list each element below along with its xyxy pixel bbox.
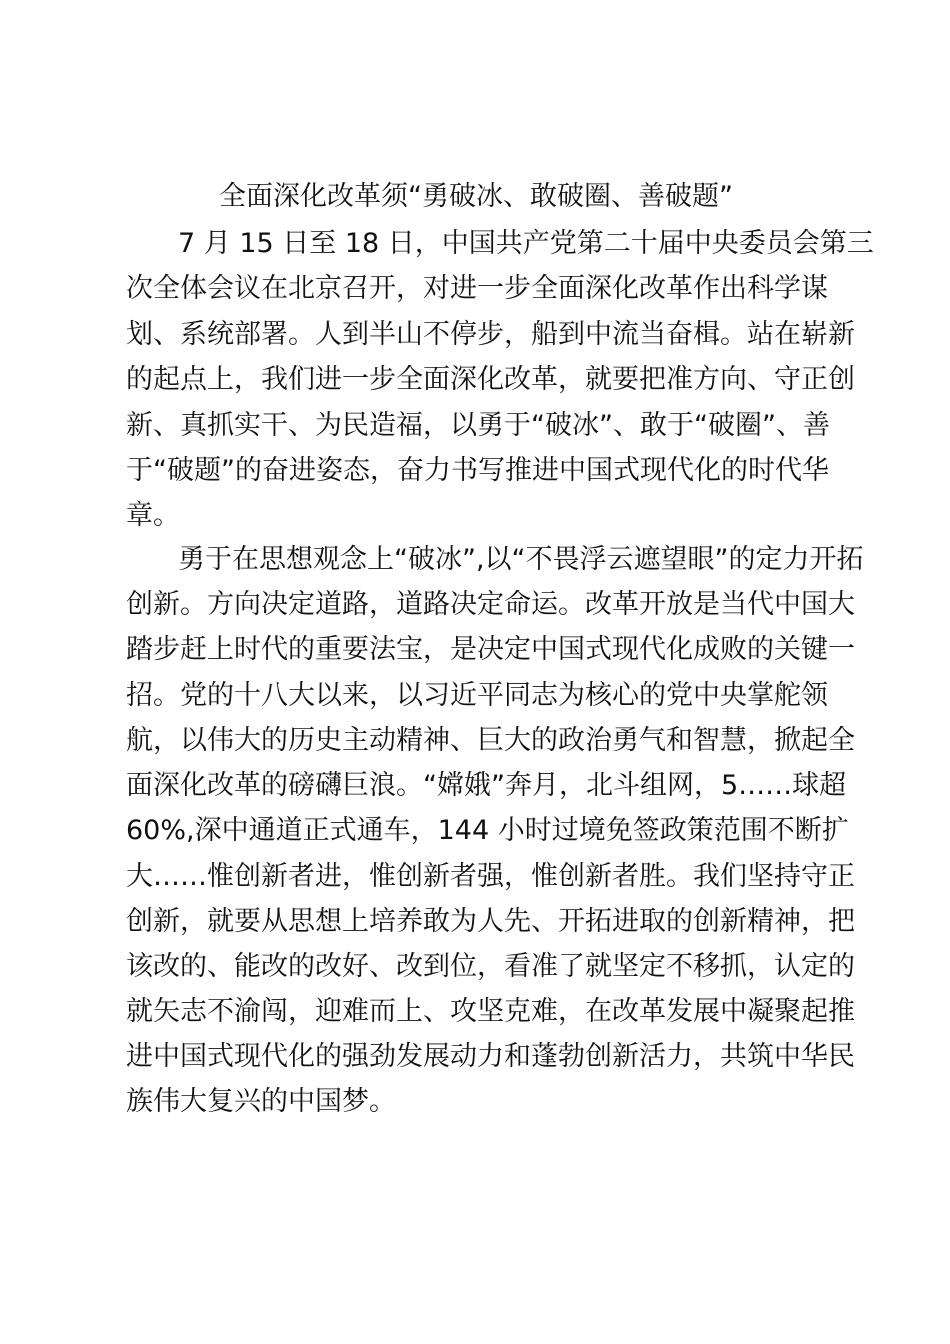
text-line: 该改的、能改的改好、改到位，看准了就坚定不移抓，认定的 <box>126 951 855 982</box>
text-line: 大……惟创新者进，惟创新者强，惟创新者胜。我们坚持守正 <box>126 861 855 892</box>
text-line: 的起点上，我们进一步全面深化改革，就要把准方向、守正创 <box>126 364 855 395</box>
text-line: 创新。方向决定道路，道路决定命运。改革开放是当代中国大 <box>126 589 855 620</box>
text-line: 勇于在思想观念上“破冰”,以“不畏浮云遮望眼”的定力开拓 <box>178 544 864 575</box>
text-line: 划、系统部署。人到半山不停步，船到中流当奋楫。站在崭新 <box>126 319 855 350</box>
text-line: 招。党的十八大以来，以习近平同志为核心的党中央掌舵领 <box>126 680 828 711</box>
text-line: 族伟大复兴的中国梦。 <box>126 1086 396 1117</box>
document-title: 全面深化改革须“勇破冰、敢破圈、善破题” <box>219 181 733 212</box>
text-line: 就矢志不渝闯，迎难而上、攻坚克难，在改革发展中凝聚起推 <box>126 996 855 1027</box>
text-line: 进中国式现代化的强劲发展动力和蓬勃创新活力，共筑中华民 <box>126 1041 855 1072</box>
text-line: 60%,深中通道正式通车，144 小时过境免签政策范围不断扩 <box>126 815 849 846</box>
text-line: 新、真抓实干、为民造福，以勇于“破冰”、敢于“破圈”、善 <box>126 410 830 441</box>
text-line: 7 月 15 日至 18 日，中国共产党第二十届中央委员会第三 <box>178 228 874 259</box>
text-line: 于“破题”的奋进姿态，奋力书写推进中国式现代化的时代华 <box>126 455 829 486</box>
text-line: 踏步赶上时代的重要法宝，是决定中国式现代化成败的关键一 <box>126 634 855 665</box>
text-line: 创新，就要从思想上培养敢为人先、开拓进取的创新精神，把 <box>126 906 855 937</box>
text-line: 面深化改革的磅礴巨浪。“嫦娥”奔月，北斗组网，5……球超 <box>126 770 847 801</box>
text-line: 航，以伟大的历史主动精神、巨大的政治勇气和智慧，掀起全 <box>126 725 855 756</box>
text-line: 次全体会议在北京召开，对进一步全面深化改革作出科学谋 <box>126 273 828 304</box>
text-line: 章。 <box>126 500 180 531</box>
